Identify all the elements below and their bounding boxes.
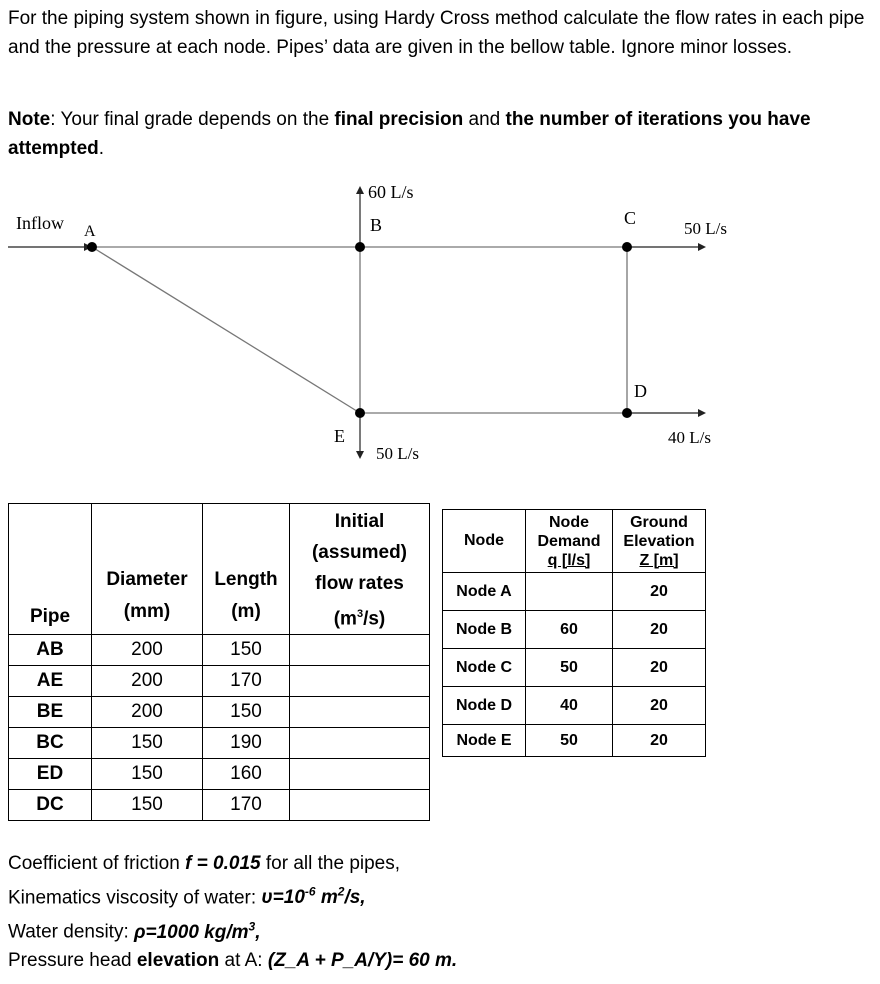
note-text-2: and [463, 109, 506, 130]
pipe-id: BE [9, 697, 92, 728]
pipe-network-diagram [0, 170, 880, 470]
pipe-id: DC [9, 790, 92, 821]
table-row [443, 573, 706, 611]
node-id: Node D [443, 687, 526, 725]
table-row [9, 697, 430, 728]
node-elevation: 20 [613, 725, 706, 757]
node-data-table [442, 509, 706, 757]
note-text-1: : Your final grade depends on the [50, 109, 335, 130]
node-c-label: C [624, 208, 637, 228]
header-demand: Node Demand q [l/s] [526, 510, 613, 573]
table-row [9, 728, 430, 759]
node-id: Node C [443, 649, 526, 687]
node-demand: 40 [526, 687, 613, 725]
flow-b-label: 60 L/s [368, 182, 414, 202]
pipe-diameter: 150 [92, 790, 203, 821]
note-bold-2: the number of iterations you have attempted [8, 109, 811, 159]
pipe-table-header-row [9, 504, 430, 635]
pipe-length: 170 [203, 666, 290, 697]
given-constants [8, 850, 457, 975]
node-c-dot [622, 242, 632, 252]
pipe-flow [290, 790, 430, 821]
pipe-ae [92, 247, 360, 413]
outflow-c-arrowhead [698, 243, 706, 251]
node-e-dot [355, 408, 365, 418]
header-diameter: Diameter (mm) [92, 504, 203, 635]
pipe-length: 190 [203, 728, 290, 759]
node-d-label: D [634, 381, 647, 401]
table-row [9, 759, 430, 790]
pipe-diameter: 150 [92, 728, 203, 759]
table-row [9, 635, 430, 666]
node-a-label: A [84, 223, 96, 240]
node-elevation: 20 [613, 573, 706, 611]
friction-line: Coefficient of friction f = 0.015 for all the pipes, [8, 853, 401, 874]
problem-statement: For the piping system shown in figure, using Hardy Cross method calculate the flow rates in each pipe and the pressure at each node. Pipes’ data are given in the bellow table. Ignore minor losses. [8, 8, 865, 58]
node-b-label: B [370, 215, 383, 235]
table-row [443, 611, 706, 649]
header-elevation: Ground Elevation Z [m] [613, 510, 706, 573]
node-demand: 50 [526, 649, 613, 687]
outflow-b-arrowhead [356, 186, 364, 194]
pipe-length: 150 [203, 697, 290, 728]
header-pipe: Pipe [9, 504, 92, 635]
pipe-id: BC [9, 728, 92, 759]
node-d-dot [622, 408, 632, 418]
pipe-length: 170 [203, 790, 290, 821]
node-id: Node B [443, 611, 526, 649]
pipe-length: 150 [203, 635, 290, 666]
density-line: Water density: ρ=1000 $kg/m^3$, [8, 919, 261, 943]
header-node: Node [443, 510, 526, 573]
note-text-3: . [98, 138, 105, 159]
table-row [9, 666, 430, 697]
note-label: Note [8, 109, 51, 130]
table-row [443, 649, 706, 687]
pipe-flow [290, 635, 430, 666]
node-a-dot [87, 242, 97, 252]
outflow-d-arrowhead [698, 409, 706, 417]
pipe-flow [290, 759, 430, 790]
node-table-header-row [443, 510, 706, 573]
node-id: Node E [443, 725, 526, 757]
node-elevation: 20 [613, 687, 706, 725]
pipe-flow [290, 697, 430, 728]
pipe-id: AE [9, 666, 92, 697]
pipe-diameter: 200 [92, 635, 203, 666]
viscosity-line: Kinematics viscosity of water: $\upsilon=10^{-6}$ $m^2/s$, [8, 885, 366, 909]
inflow-label: Inflow [16, 213, 64, 233]
note-bold-1: final precision [334, 109, 464, 130]
pipe-diameter: 200 [92, 666, 203, 697]
node-demand: 60 [526, 611, 613, 649]
pressure-head-line: Pressure head elevation at A: (Z_A + P_A/Υ)= 60 m. [8, 949, 458, 971]
pipe-length: 160 [203, 759, 290, 790]
note-paragraph [8, 105, 870, 163]
table-row [443, 687, 706, 725]
table-row [9, 790, 430, 821]
pipe-flow [290, 666, 430, 697]
flow-d-label: 40 L/s [668, 428, 711, 447]
pipe-diameter: 150 [92, 759, 203, 790]
node-id: Node A [443, 573, 526, 611]
node-b-dot [355, 242, 365, 252]
flow-e-label: 50 L/s [376, 444, 419, 463]
header-length: Length (m) [203, 504, 290, 635]
pipe-id: AB [9, 635, 92, 666]
pipe-flow [290, 728, 430, 759]
node-e-label: E [334, 426, 345, 446]
table-row [443, 725, 706, 757]
pipe-diameter: 200 [92, 697, 203, 728]
node-demand [526, 573, 613, 611]
pipe-id: ED [9, 759, 92, 790]
outflow-e-arrowhead [356, 451, 364, 459]
node-elevation: 20 [613, 611, 706, 649]
header-flow-rates: Initial (assumed) flow rates $(m^3/s)$ [290, 504, 430, 635]
node-demand: 50 [526, 725, 613, 757]
flow-c-label: 50 L/s [684, 219, 727, 238]
node-elevation: 20 [613, 649, 706, 687]
pipe-data-table [8, 503, 430, 821]
